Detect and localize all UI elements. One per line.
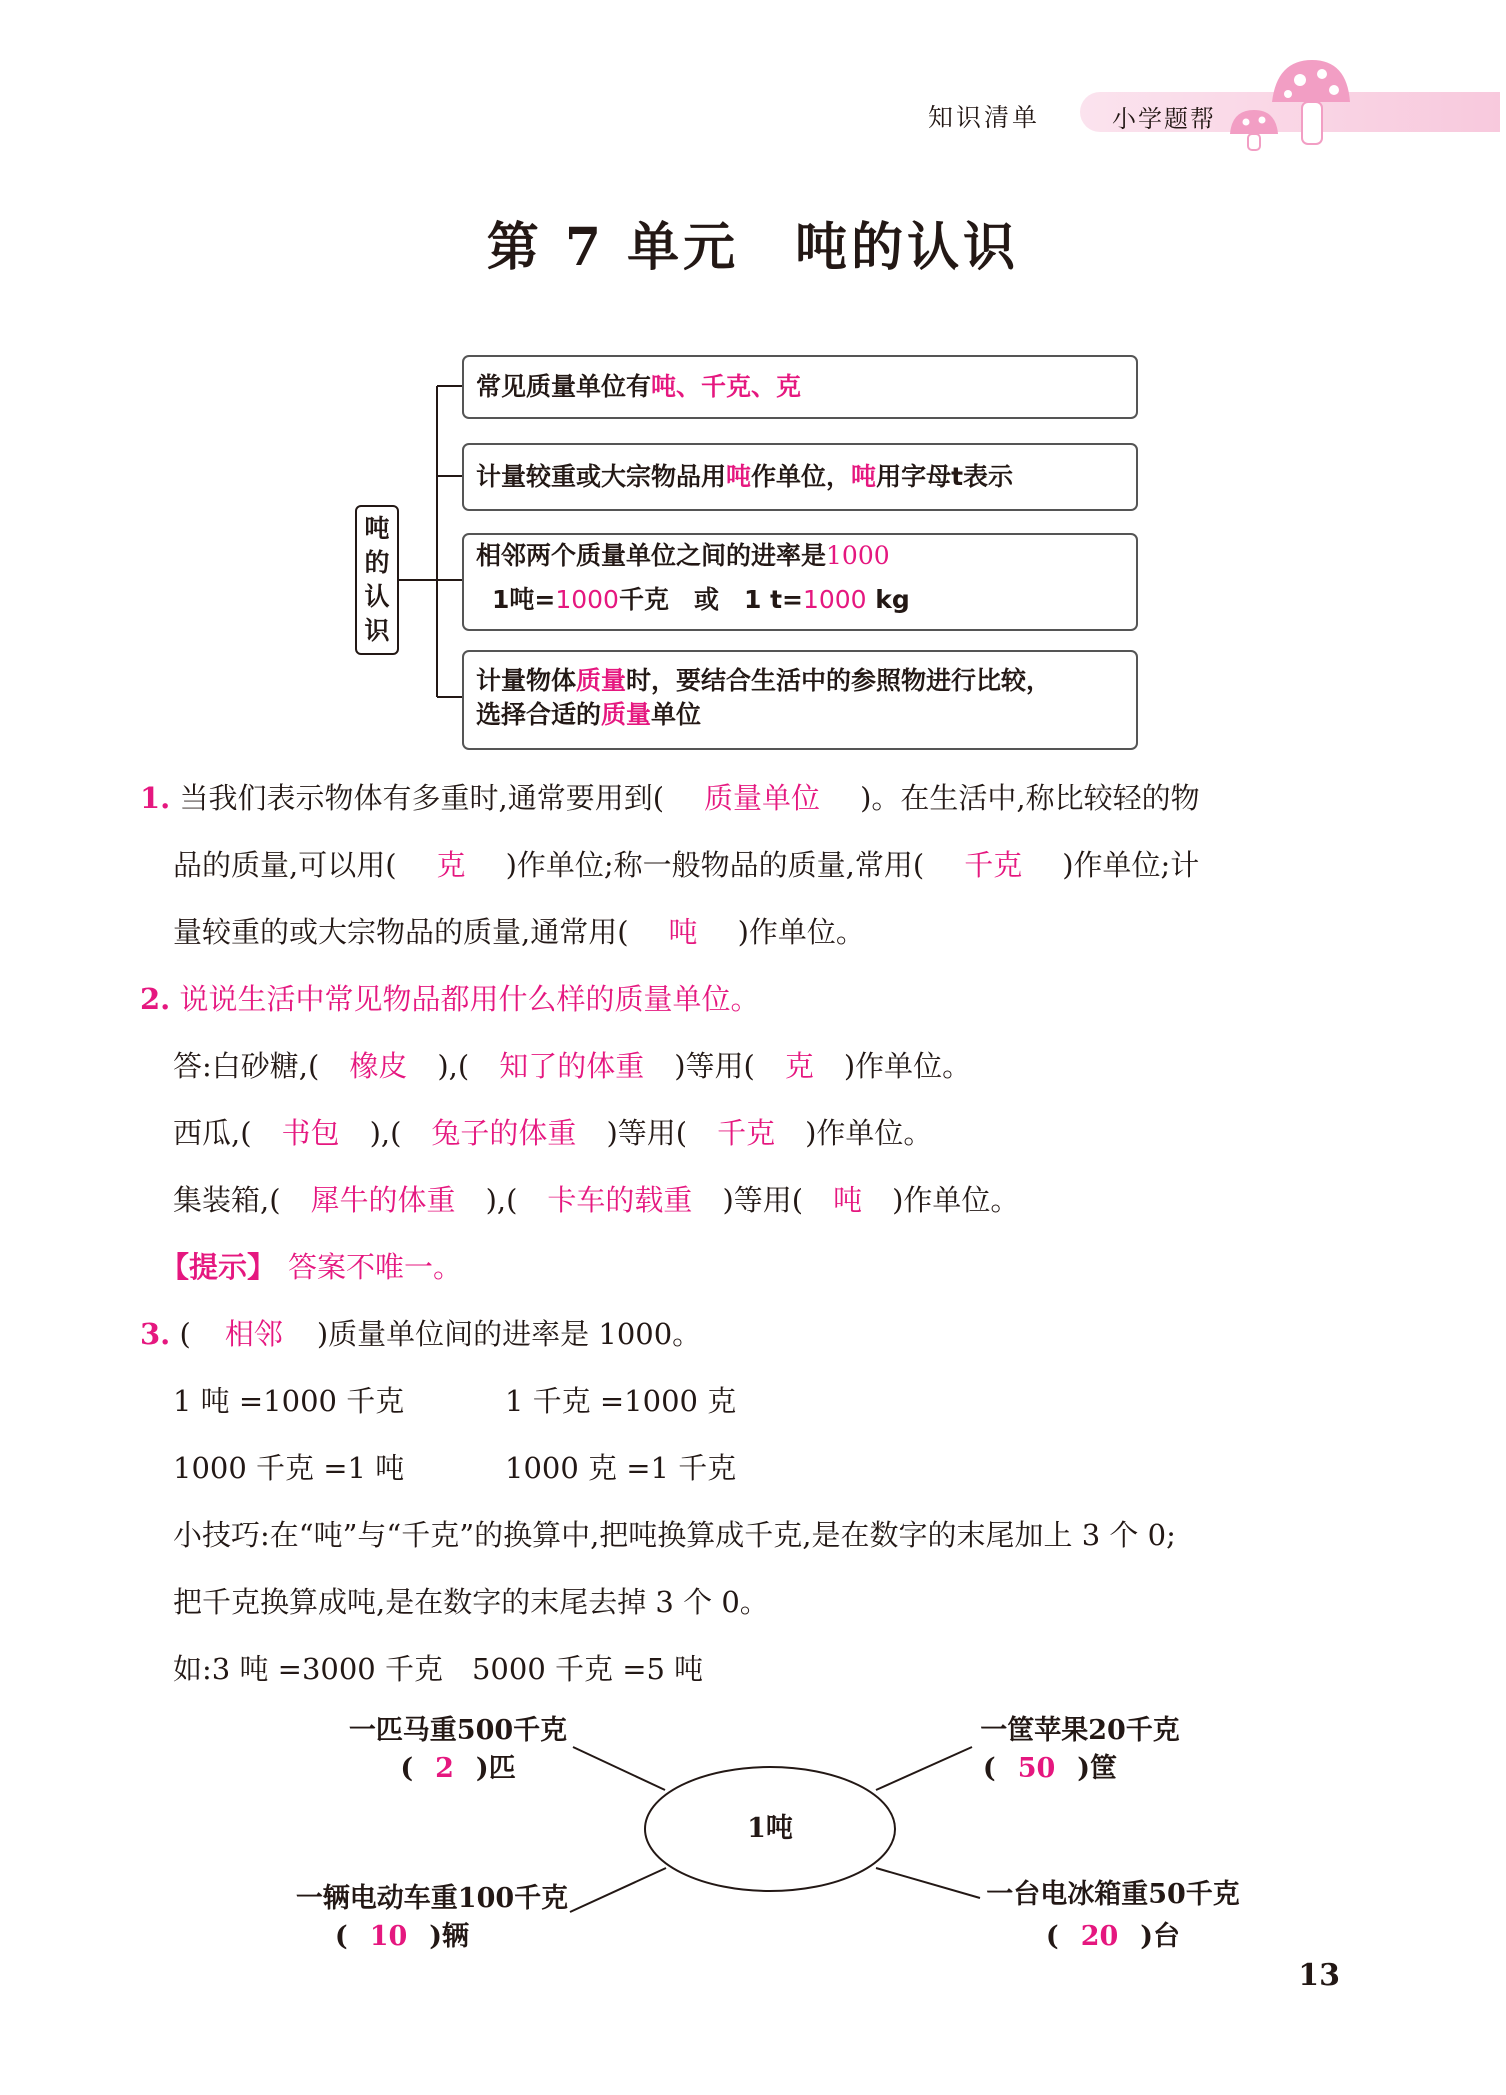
diagram-ebike	[282, 1880, 582, 1956]
box-highlight: 吨、千克、克	[651, 372, 802, 401]
box-text: kg	[866, 585, 910, 614]
question-text: ),(	[437, 1049, 470, 1083]
box-text: 计量较重或大宗物品用	[476, 462, 727, 491]
question-text: )。在生活中,称比较轻的物	[860, 781, 1200, 815]
mindmap-root-char: 吨	[364, 514, 390, 543]
paren: (	[334, 1921, 348, 1952]
question-text: 品的质量,可以用(	[173, 848, 397, 882]
diagram-label: 一筐苹果20千克	[980, 1715, 1180, 1746]
box-text: 1吨=	[492, 585, 556, 614]
diagram-answer: 10	[369, 1921, 408, 1952]
box-highlight: 1000	[802, 585, 867, 614]
q3-tip-1: 小技巧:在“吨”与“千克”的换算中,把吨换算成千克,是在数字的末尾加上 3 个 0;	[173, 1518, 1176, 1552]
paren: )筐	[1077, 1753, 1118, 1784]
question-text: ),(	[369, 1116, 402, 1150]
box-highlight: 吨	[726, 462, 752, 491]
mindmap-root-char: 的	[364, 548, 390, 577]
answer-blank: 吨	[668, 915, 698, 949]
question-text: )等用(	[674, 1049, 755, 1083]
hint-label: 【提示】	[160, 1250, 277, 1284]
paren: (	[982, 1753, 996, 1784]
question-text: 说说生活中常见物品都用什么样的质量单位。	[170, 982, 760, 1016]
diagram-label: 一辆电动车重100千克	[295, 1883, 569, 1914]
box-highlight: 质量	[576, 666, 627, 695]
q3-equation-1: 1 吨 =1000 千克	[173, 1384, 405, 1418]
hint-text: 答案不唯一。	[288, 1250, 463, 1284]
mindmap-root-char: 认	[364, 582, 390, 611]
paren: (	[400, 1753, 414, 1784]
paren: (	[1045, 1921, 1059, 1952]
question-text: )作单位;称一般物品的质量,常用(	[505, 848, 925, 882]
answer-blank: 克	[784, 1049, 814, 1083]
box-text: 选择合适的	[476, 700, 602, 729]
box-text: 单位	[651, 700, 702, 729]
header-section-label: 知识清单	[928, 103, 1041, 132]
question-number: 1.	[140, 781, 171, 815]
q3-equation-4: 1000 克 =1 千克	[505, 1451, 737, 1485]
answer-blank: 橡皮	[349, 1049, 408, 1083]
diagram-answer: 2	[435, 1753, 454, 1784]
answer-blank: 千克	[717, 1116, 776, 1150]
diagram-label: 一台电冰箱重50千克	[986, 1879, 1240, 1910]
diagram-answer: 20	[1080, 1921, 1119, 1952]
question-text: )作单位。	[843, 1049, 972, 1083]
question-text: 集装箱,(	[173, 1183, 281, 1217]
question-text: )作单位。	[737, 915, 865, 949]
answer-blank: 犀牛的体重	[310, 1183, 456, 1217]
q3-example: 如:3 吨 =3000 千克 5000 千克 =5 吨	[173, 1652, 704, 1686]
answer-blank: 吨	[833, 1183, 863, 1217]
paren: )辆	[429, 1921, 470, 1952]
diagram-answer: 50	[1017, 1753, 1056, 1784]
box-highlight: 1000	[555, 585, 619, 614]
box-text: 千克 或 1 t=	[618, 585, 803, 614]
question-text: 当我们表示物体有多重时,通常要用到(	[170, 781, 665, 815]
box-highlight: 1000	[826, 541, 890, 570]
diagram-fridge	[978, 1876, 1248, 1956]
box-text: 常见质量单位有	[476, 372, 652, 401]
box-text: 时，要结合生活中的参照物进行比较，	[626, 666, 1052, 695]
box-highlight: 吨	[851, 462, 877, 491]
question-text: (	[170, 1317, 191, 1351]
diagram-label: 一匹马重500千克	[348, 1715, 568, 1746]
answer-blank: 知了的体重	[499, 1049, 645, 1083]
q3-equation-3: 1000 千克 =1 吨	[173, 1451, 405, 1485]
page-title: 第 7 单元 吨的认识	[486, 217, 1020, 278]
answer-blank: 书包	[281, 1116, 340, 1150]
question-text: 答:白砂糖,(	[173, 1049, 320, 1083]
answer-blank: 相邻	[224, 1317, 283, 1351]
question-text: 西瓜,(	[173, 1116, 252, 1150]
q3-equation-2: 1 千克 =1000 克	[505, 1384, 737, 1418]
question-text: )等用(	[606, 1116, 688, 1150]
box-text: 计量物体	[476, 666, 577, 695]
answer-blank: 卡车的载重	[547, 1183, 693, 1217]
question-text: )作单位;计	[1062, 848, 1200, 882]
box-text: 作单位，	[751, 462, 852, 491]
question-text: ),(	[485, 1183, 518, 1217]
box-text: 用字母t表示	[876, 462, 1014, 491]
answer-blank: 兔子的体重	[431, 1116, 577, 1150]
question-text: )质量单位间的进率是 1000。	[316, 1317, 702, 1351]
question-number: 3.	[140, 1317, 171, 1351]
question-number: 2.	[140, 982, 171, 1016]
page-number: 13	[1298, 1958, 1340, 1993]
paren: )台	[1140, 1921, 1181, 1952]
box-text: 相邻两个质量单位之间的进率是	[476, 541, 827, 570]
question-text: )作单位。	[805, 1116, 933, 1150]
question-text: 量较重的或大宗物品的质量,通常用(	[173, 915, 629, 949]
paren: )匹	[475, 1753, 516, 1784]
mindmap-root-char: 识	[364, 616, 390, 645]
question-text: )等用(	[722, 1183, 804, 1217]
box-highlight: 质量	[601, 700, 652, 729]
question-text: )作单位。	[892, 1183, 1020, 1217]
answer-blank: 质量单位	[704, 781, 821, 815]
diagram-center: 1吨	[747, 1813, 793, 1844]
header-brand-label: 小学题帮	[1112, 105, 1216, 133]
q3-tip-2: 把千克换算成吨,是在数字的末尾去掉 3 个 0。	[173, 1585, 769, 1619]
answer-blank: 千克	[964, 848, 1023, 882]
diagram-horse	[338, 1712, 578, 1788]
answer-blank: 克	[436, 848, 466, 882]
diagram-apples	[960, 1712, 1200, 1788]
